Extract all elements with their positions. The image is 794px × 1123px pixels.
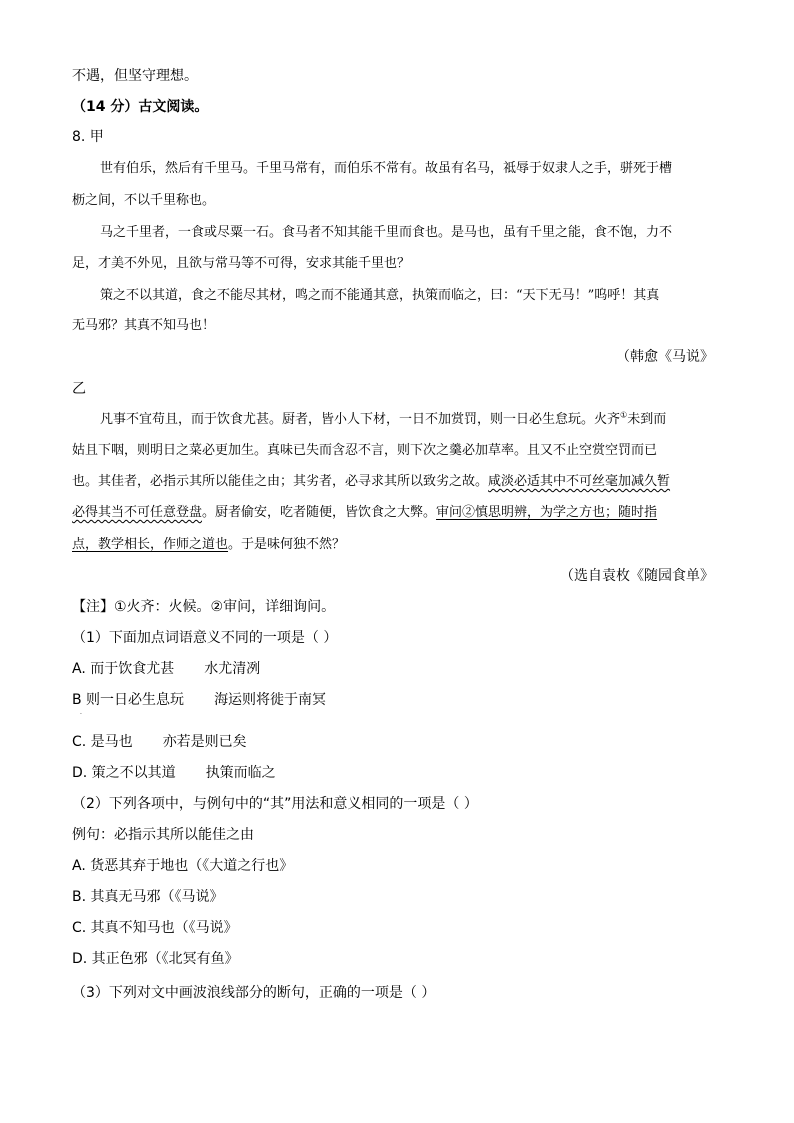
passage-jia-p3-line1: 策之不以其道，食之不能尽其材，鸣之而不能通其意，执策而临之，曰：“天下无马！”呜呼！其真 <box>100 288 660 303</box>
q2-example: 例句：必指示其所以能佳之由 <box>72 827 254 843</box>
wavy-underlined-text-cont: 必得其当不可任意登盘 <box>72 505 203 520</box>
passage-jia-p2-line2: 足，才美不外见，且欲与常马等不可得，安求其能千里也？ <box>72 256 411 271</box>
underlined-text: 审问②慎思明辨，为学之方也；随时指 <box>436 505 658 520</box>
passage-jia-p2-line1: 马之千里者，一食或尽粟一石。食马者不知其能千里而食也。是马也，虽有千里之能，食不饱，力不 <box>100 225 673 240</box>
passage-yi-line3: 也。其佳者，必指示其所以能佳之由；其劣者，必寻求其所以致劣之故。咸淡必适其中不可丝毫加减久暂 <box>72 474 671 489</box>
footnote-marker-1: ① <box>620 410 628 420</box>
passage-jia-p3-line2: 无马邪？其真不知马也！ <box>72 318 216 333</box>
passage-yi-line5: 点，教学相长，作师之道也。于是味何独不然？ <box>72 537 346 552</box>
q3-stem: （3）下列对文中画波浪线部分的断句，正确的一项是（ ） <box>72 985 436 1001</box>
section-heading: （14 分）古文阅读。 <box>72 99 209 115</box>
q2-option-a: A. 货恶其弃于地也（《大道之行也》 <box>72 858 294 874</box>
passage-yi-line2: 姑且下咽，则明日之菜必更加生。真味已失而含忍不言，则下次之羹必加草率。且又不止空赏空罚而已 <box>72 443 658 458</box>
q2-option-c: C. 其真不知马也（《马说》 <box>72 920 238 936</box>
passage-jia-source: （韩愈《马说》 <box>616 349 714 365</box>
q1-stem: （1）下面加点词语意义不同的一项是（ ） <box>72 630 338 646</box>
question-8-label: 8. 甲 <box>72 129 104 145</box>
stray-dot: · <box>80 711 82 718</box>
wavy-underlined-text: 咸淡必适其中不可丝毫加减久暂 <box>488 474 671 489</box>
q1-option-c: C. 是马也 亦若是则已矣 <box>72 734 247 750</box>
q1-option-d: D. 策之不以其道 执策而临之 <box>72 765 276 781</box>
q1-option-a: A. 而于饮食尤甚 水尤清冽 <box>72 661 261 677</box>
q2-option-d: D. 其正色邪（《北冥有鱼》 <box>72 951 239 967</box>
q2-stem: （2）下列各项中，与例句中的“其”用法和意义相同的一项是（ ） <box>72 796 478 812</box>
intro-tail: 不遇，但坚守理想。 <box>72 68 198 84</box>
q1-option-b: B 则一日必生息玩 海运则将徙于南冥 <box>72 692 327 708</box>
annotation-note: 【注】①火齐：火候。②审问，详细询问。 <box>72 599 336 615</box>
passage-yi-line4: 必得其当不可任意登盘。厨者偷安，吃者随便，皆饮食之大弊。审问②慎思明辨，为学之方也；随时指 <box>72 505 658 520</box>
q2-option-b: B. 其真无马邪（《马说》 <box>72 889 224 905</box>
passage-yi-line1: 凡事不宜苟且，而于饮食尤甚。厨者，皆小人下材，一日不加赏罚，则一日必生怠玩。火齐①未到而 <box>100 410 667 427</box>
passage-jia-p1-line2: 枥之间，不以千里称也。 <box>72 193 216 208</box>
passage-jia-p1-line1: 世有伯乐，然后有千里马。千里马常有，而伯乐不常有。故虽有名马，祗辱于奴隶人之手，骈死于槽 <box>100 161 673 176</box>
underlined-text-cont: 点，教学相长，作师之道也 <box>72 537 229 552</box>
passage-yi-source: （选自袁枚《随园食单》 <box>560 568 714 584</box>
passage-yi-label: 乙 <box>72 381 86 397</box>
